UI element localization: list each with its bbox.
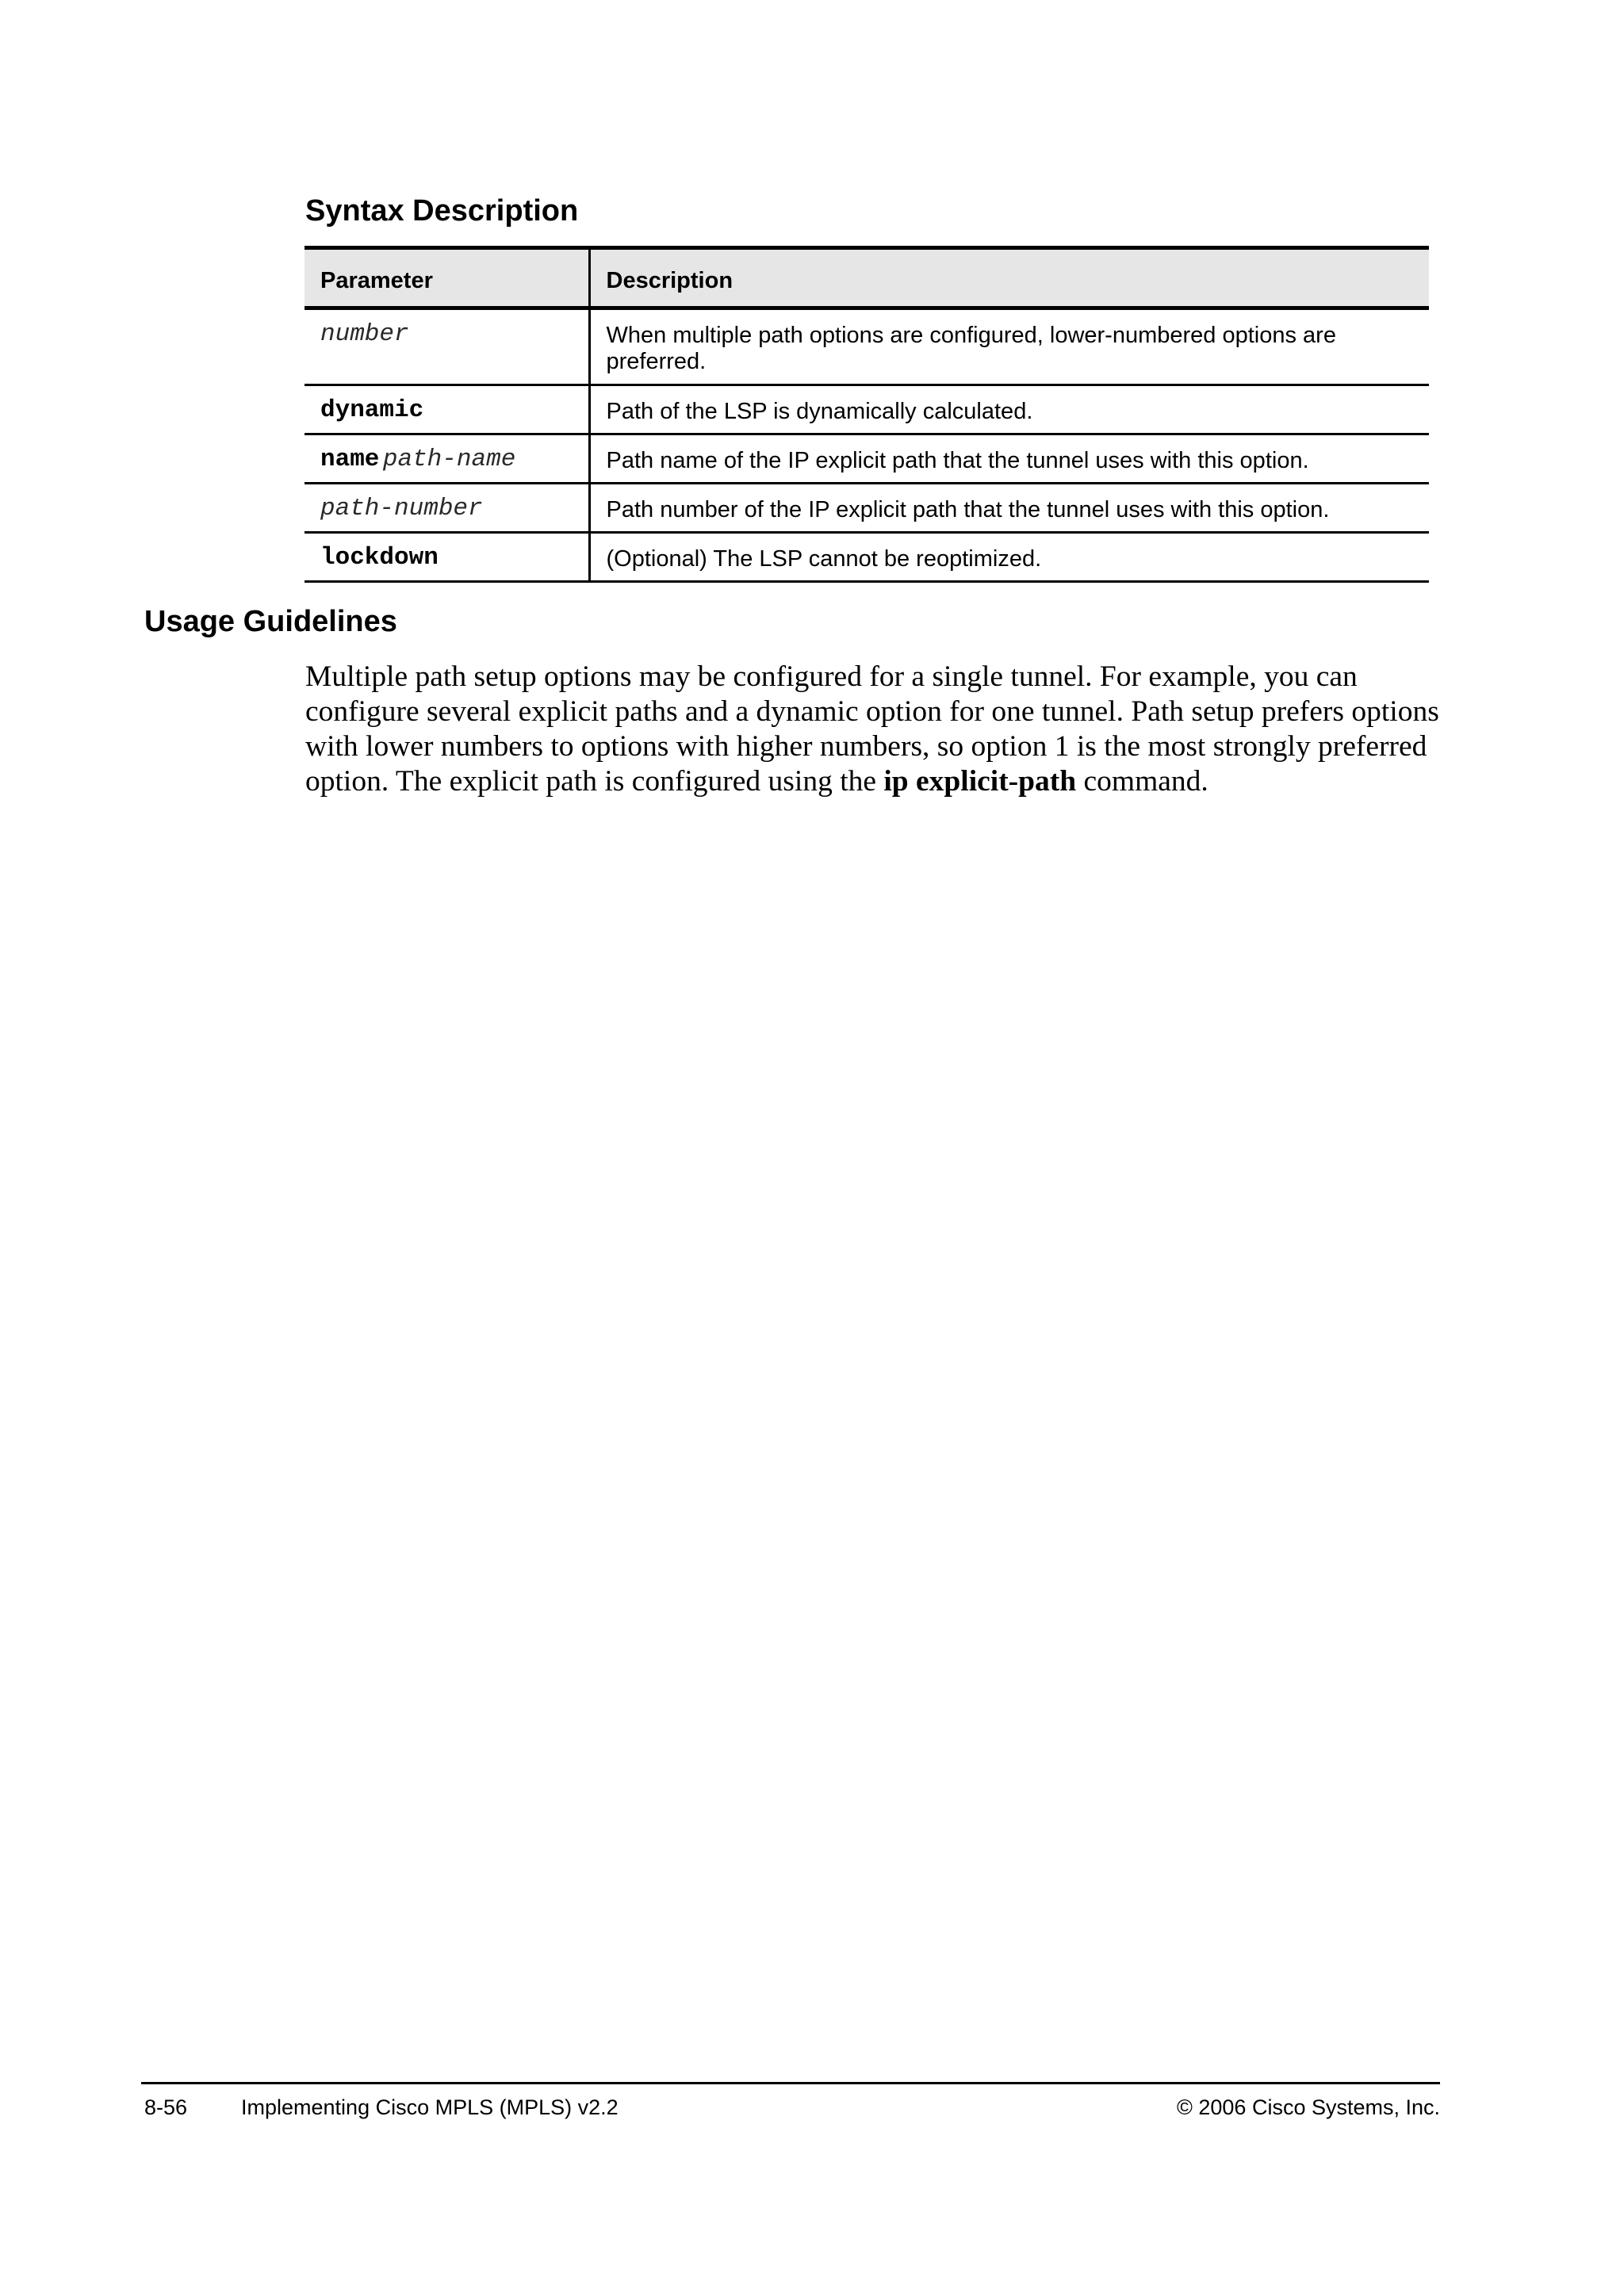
parameter-argument: number	[320, 320, 409, 348]
table-header-row	[304, 248, 1429, 308]
description-column-header: Description	[589, 248, 1429, 308]
parameter-argument: path-number	[320, 495, 483, 522]
parameter-cell	[304, 484, 589, 533]
usage-guidelines-heading: Usage Guidelines	[144, 605, 397, 638]
table-row	[304, 533, 1429, 582]
description-cell: Path number of the IP explicit path that the tunnel uses with this option.	[589, 484, 1429, 533]
footer-book-title: Implementing Cisco MPLS (MPLS) v2.2	[241, 2095, 619, 2119]
table-row	[304, 385, 1429, 434]
parameter-keyword: name	[320, 446, 380, 473]
parameter-argument: path-name	[382, 446, 516, 473]
parameter-cell	[304, 385, 589, 434]
description-cell: Path name of the IP explicit path that the tunnel uses with this option.	[589, 434, 1429, 484]
parameter-cell	[304, 533, 589, 582]
description-cell: Path of the LSP is dynamically calculated.	[589, 385, 1429, 434]
command-name: ip explicit-path	[883, 765, 1077, 798]
table-row	[304, 434, 1429, 484]
table-row	[304, 484, 1429, 533]
usage-guidelines-paragraph	[305, 660, 1447, 799]
syntax-description-heading: Syntax Description	[305, 194, 579, 228]
parameter-keyword: dynamic	[320, 396, 424, 424]
parameter-column-header: Parameter	[304, 248, 589, 308]
footer-copyright: © 2006 Cisco Systems, Inc.	[1176, 2095, 1440, 2119]
usage-text: Multiple path setup options may be configured for a single tunnel. For example, you can configure several explicit paths and a dynamic option for one tunnel. Path setup prefers options with lower numbers to options with higher numbers, so option 1 is the most strongly preferred option. The explicit path is configured using the	[305, 660, 1439, 798]
description-cell: (Optional) The LSP cannot be reoptimized.	[589, 533, 1429, 582]
parameter-cell	[304, 308, 589, 385]
footer-divider	[141, 2082, 1440, 2084]
usage-text-end: command.	[1076, 765, 1208, 798]
parameter-cell	[304, 434, 589, 484]
description-cell: When multiple path options are configured, lower-numbered options are preferred.	[589, 308, 1429, 385]
parameter-keyword: lockdown	[320, 544, 439, 572]
table-row	[304, 308, 1429, 385]
footer-page-number: 8-56	[144, 2095, 188, 2119]
syntax-description-table	[304, 246, 1429, 583]
